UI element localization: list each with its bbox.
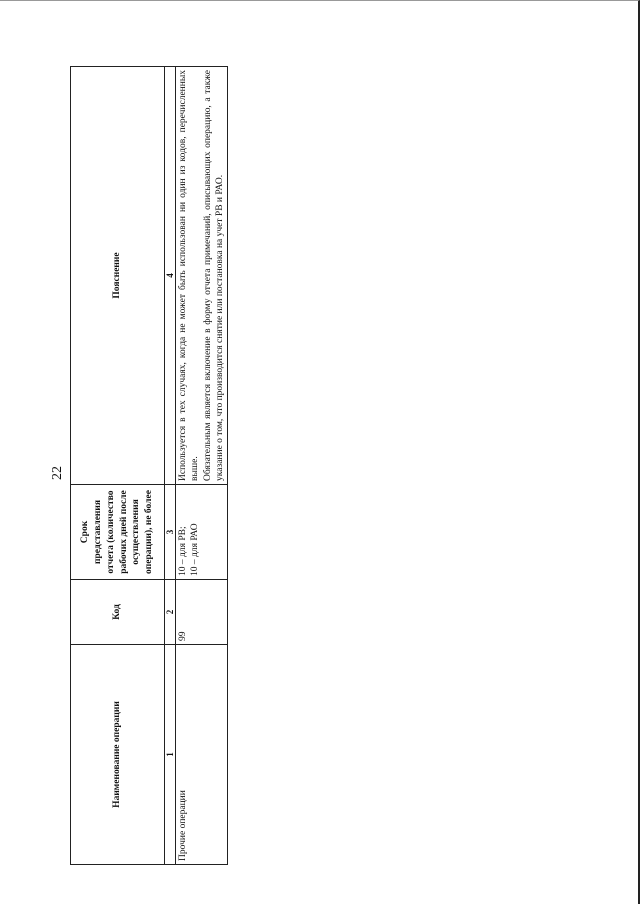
term-rao: 10 – для РАО (190, 523, 201, 576)
header-code: Код (71, 580, 165, 645)
explanation-line-1: Используется в тех случаях, когда не может быть использован ни один из кодов, перечисленных выше. (178, 70, 201, 481)
cell-code: 99 (176, 580, 228, 645)
explanation-line-2: Обязательным является включение в форму отчета примечаний, описывающих операцию, а также указание о том, что производится снятие или постановка на учет РВ и РАО. (202, 70, 226, 481)
table-row (176, 67, 228, 865)
column-number: 2 (165, 580, 176, 645)
operations-table (70, 66, 228, 865)
header-operation-name: Наименование операции (71, 645, 165, 865)
rotated-table-container (70, 67, 226, 865)
page-number: 22 (50, 466, 65, 480)
header-explanation: Пояснение (71, 67, 165, 485)
cell-operation: Прочие операции (176, 645, 228, 865)
column-number-row (165, 67, 176, 865)
header-row (71, 67, 165, 865)
cell-term (176, 485, 228, 580)
column-number: 4 (165, 67, 176, 485)
rotation-frame (70, 67, 226, 865)
column-number: 3 (165, 485, 176, 580)
header-term: Срок представления отчета (количество рабочих дней после осуществления операции), не более (71, 485, 165, 580)
term-rv: 10 – для РВ; (178, 526, 188, 576)
column-number: 1 (165, 645, 176, 865)
cell-explanation (176, 67, 228, 485)
